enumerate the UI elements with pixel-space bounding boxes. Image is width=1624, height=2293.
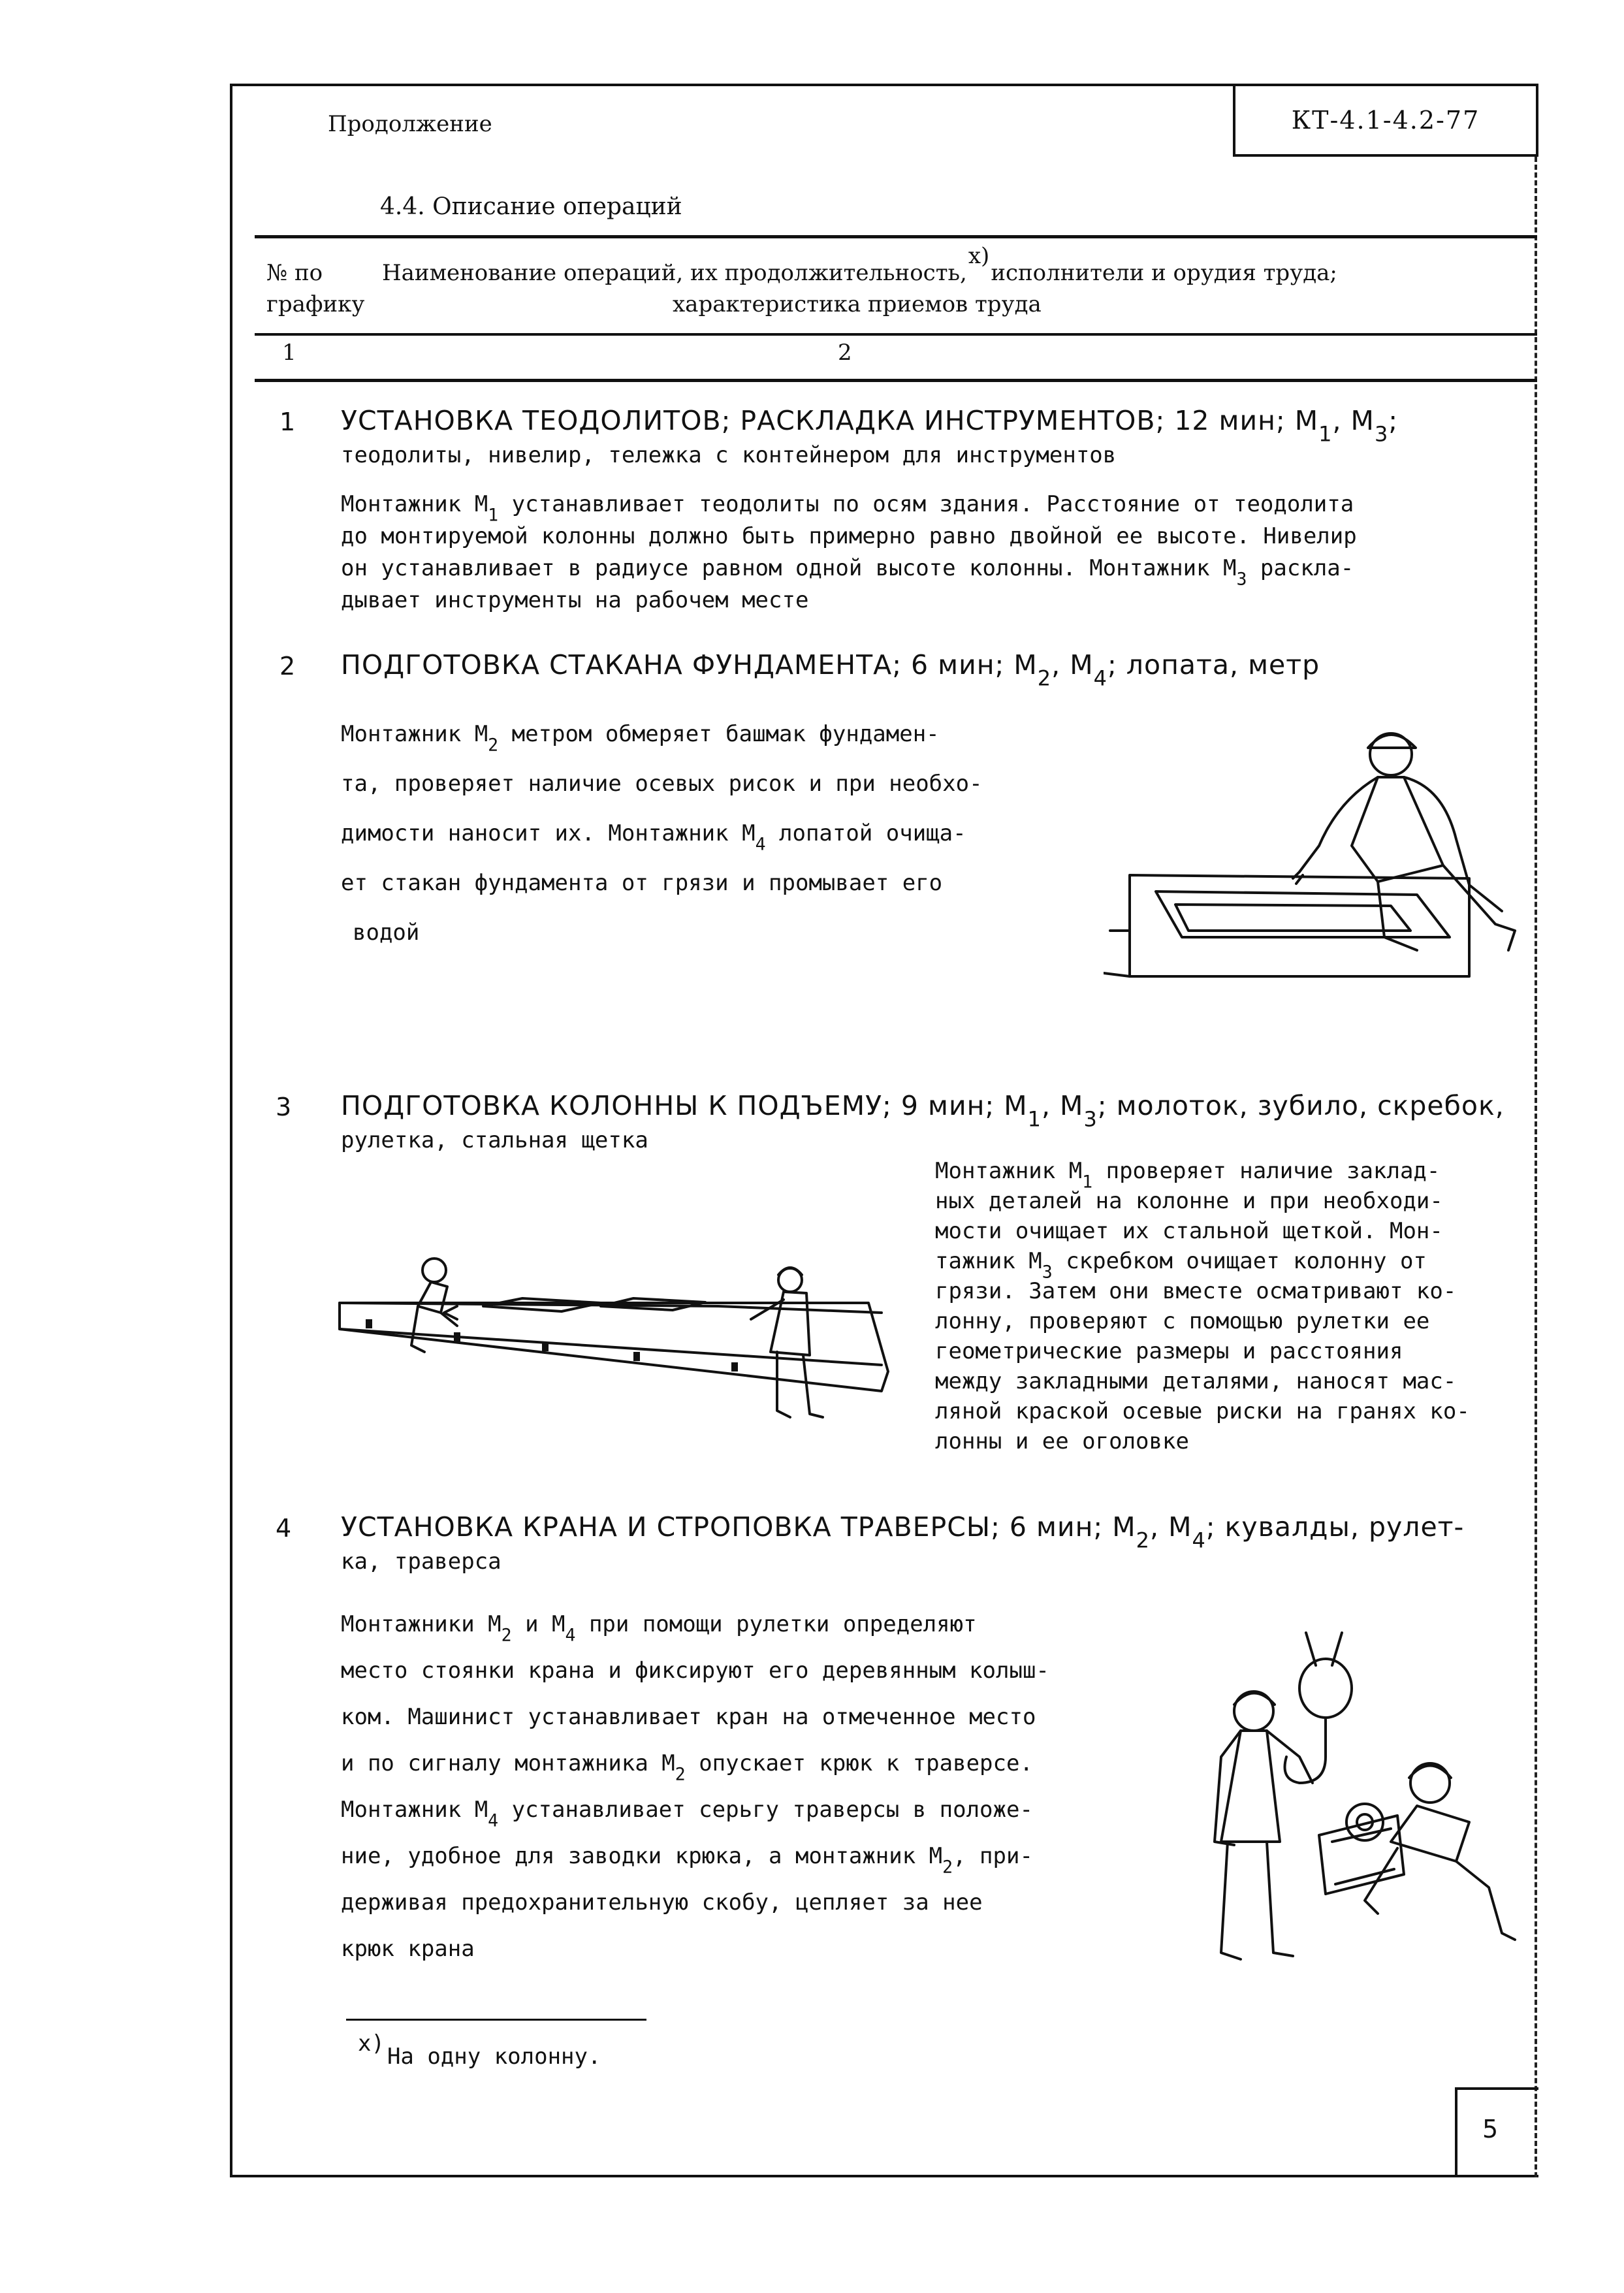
op3-tools: рулетка, стальная щетка [341, 1127, 648, 1153]
op4-text-line1: Монтажники $М_2$ и $М_4$ при помощи рулетки определяют [341, 1611, 977, 1646]
foundation-worker-illustration [1104, 715, 1528, 1009]
op1-text-line4: дывает инструменты на рабочем месте [341, 587, 809, 613]
footnote-mark: x) [358, 2030, 385, 2057]
op3-text-line10: лонны и ее оголовке [935, 1428, 1189, 1454]
op2-number: 2 [279, 652, 296, 681]
op3-text-line3: мости очищает их стальной щеткой. Мон- [935, 1218, 1443, 1244]
op3-text-line7: геометрические размеры и расстояния [935, 1338, 1403, 1364]
op4-text-line4: и по сигналу монтажника $М_2$ опускает крюк к траверсе. [341, 1750, 1033, 1785]
op3-text-line4: тажник $М_3$ скребком очищает колонну от [935, 1248, 1427, 1283]
op3-text-line1: Монтажник $М_1$ проверяет наличие заклад- [935, 1158, 1441, 1193]
col2-index: 2 [838, 340, 852, 366]
op4-text-line8: крюк крана [341, 1936, 475, 1962]
op3-text-line9: ляной краской осевые риски на гранях ко- [935, 1398, 1470, 1424]
footnote-text: На одну колонну. [387, 2044, 601, 2070]
column-workers-illustration [326, 1241, 901, 1456]
footnote-rule [346, 2019, 646, 2021]
op3-title: ПОДГОТОВКА КОЛОННЫ К ПОДЪЕМУ; 9 мин; $М_1$, $М_3$; молоток, зубило, скребок, [341, 1090, 1505, 1132]
op2-title: ПОДГОТОВКА СТАКАНА ФУНДАМЕНТА; 6 мин; $М_2$, $М_4$; лопата, метр [341, 649, 1320, 691]
col2-header-line2: характеристика приемов труда [673, 291, 1042, 317]
document-code: КТ-4.1-4.2-77 [1291, 106, 1480, 135]
op1-text-line3: он устанавливает в радиусе равном одной высоте колонны. Монтажник $М_3$ раскла- [341, 555, 1354, 590]
document-code-box [1233, 84, 1538, 157]
op3-text-line2: ных деталей на колонне и при необходи- [935, 1188, 1443, 1214]
op2-text-line3: димости наносит их. Монтажник $М_4$ лопатой очища- [341, 820, 966, 855]
op1-tools: теодолиты, нивелир, тележка с контейнером для инструментов [341, 442, 1117, 468]
crane-hook-workers-illustration [1202, 1626, 1528, 1992]
col1-header-line2: графику [266, 291, 365, 317]
op4-title: УСТАНОВКА КРАНА И СТРОПОВКА ТРАВЕРСЫ; 6 мин; $М_2$, $М_4$; кувалды, рулет- [341, 1511, 1465, 1553]
op1-title: УСТАНОВКА ТЕОДОЛИТОВ; РАСКЛАДКА ИНСТРУМЕНТОВ; 12 мин; $М_1$, $М_3$; [341, 405, 1399, 447]
frame-right-border [1535, 157, 1537, 2177]
col2-header-line1: Наименование операций, их продолжительность,x)исполнители и орудия труда; [382, 243, 1337, 286]
op3-text-line8: между закладными деталями, наносят мас- [935, 1368, 1457, 1394]
col1-header-line1: № по [266, 260, 323, 286]
header-mid-rule [255, 333, 1537, 336]
footnote [358, 2030, 601, 2073]
page-number: 5 [1482, 2115, 1499, 2143]
op3-text-line5: грязи. Затем они вместе осматривают ко- [935, 1278, 1457, 1304]
op3-text-line6: лонну, проверяют с помощью рулетки ее [935, 1308, 1430, 1334]
op2-text-line1: Монтажник $М_2$ метром обмеряет башмак фундамен- [341, 721, 940, 756]
op2-text-line5: водой [353, 920, 420, 946]
header-bottom-rule [255, 379, 1537, 382]
op3-number: 3 [276, 1093, 292, 1121]
op2-text-line2: та, проверяет наличие осевых рисок и при необхо- [341, 771, 983, 797]
op4-text-line7: держивая предохранительную скобу, цепляет за нее [341, 1889, 983, 1916]
footnote-marker: x) [968, 243, 990, 269]
op2-text-line4: ет стакан фундамента от грязи и промывает его [341, 870, 943, 896]
col1-index: 1 [282, 340, 296, 366]
op4-text-line5: Монтажник $М_4$ устанавливает серьгу траверсы в положе- [341, 1797, 1033, 1831]
table-top-rule [255, 235, 1537, 238]
section-title: 4.4. Описание операций [380, 193, 682, 220]
continuation-label: Продолжение [328, 111, 492, 137]
op1-number: 1 [279, 408, 296, 436]
op4-text-line6: ние, удобное для заводки крюка, а монтажник $М_2$, при- [341, 1843, 1033, 1878]
op4-text-line3: ком. Машинист устанавливает кран на отмеченное место [341, 1704, 1036, 1730]
op4-tools: ка, траверса [341, 1548, 502, 1575]
op4-number: 4 [276, 1514, 292, 1543]
op1-text-line1: Монтажник $М_1$ устанавливает теодолиты по осям здания. Расстояние от теодолита [341, 491, 1354, 526]
op1-text-line2: до монтируемой колонны должно быть примерно равно двойной ее высоте. Нивелир [341, 523, 1357, 549]
op4-text-line2: место стоянки крана и фиксируют его деревянным колыш- [341, 1658, 1049, 1684]
